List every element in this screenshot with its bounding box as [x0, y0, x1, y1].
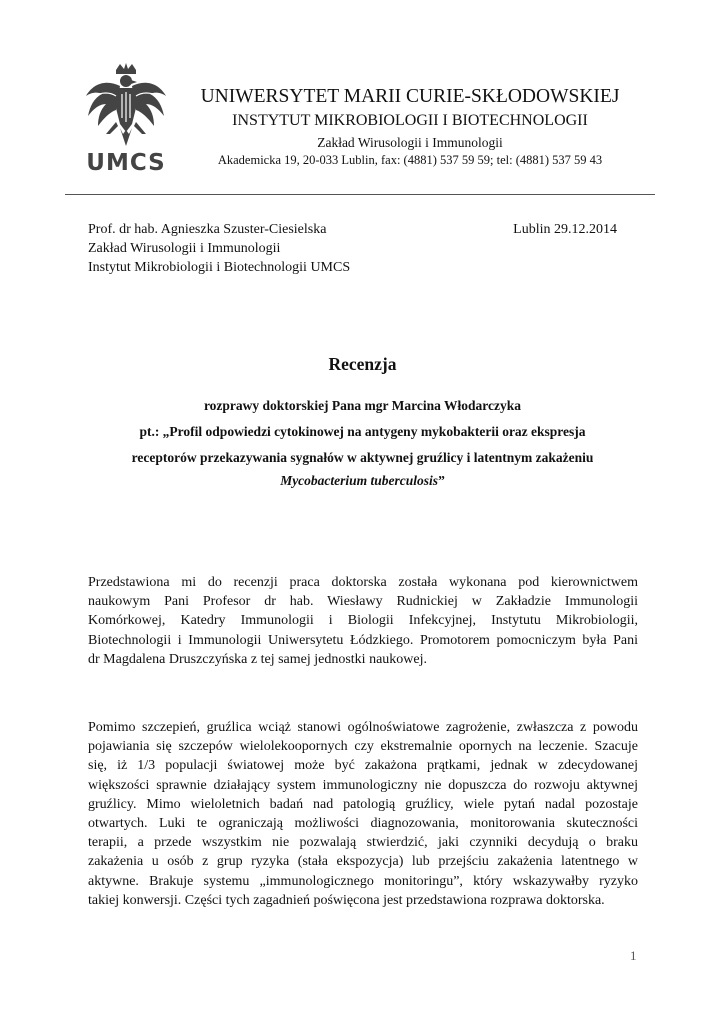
paragraph-line: gruźlicy. Mimo wieloletnich badań nad patologią gruźlicy, wiele pytań nadal pozostaje: [88, 796, 638, 812]
paragraph-line: Biotechnologii i Immunologii Uniwersytetu Łódzkiego. Promotorem pomocniczym była Pani: [88, 632, 638, 648]
paragraph-line: większości sprawnie działający system immunologiczny nie dopuszcza do rozwoju aktywnej: [88, 777, 638, 793]
subtitle-line: receptorów przekazywania sygnałów w aktywnej gruźlicy i latentnym zakażeniu: [131, 450, 594, 465]
logo-text: UMCS: [86, 150, 166, 176]
department-name: Zakład Wirusologii i Immunologii: [317, 135, 503, 150]
paragraph-line: Komórkowej, Katedry Immunologii i Biologii Infekcyjnej, Instytutu Mikrobiologii,: [88, 613, 638, 629]
page-number: 1: [630, 948, 637, 963]
sender-name: Prof. dr hab. Agnieszka Szuster-Ciesielska: [88, 222, 327, 237]
subtitle-line: pt.: „Profil odpowiedzi cytokinowej na antygeny mykobakterii oraz ekspresja: [139, 424, 586, 439]
university-name: UNIWERSYTET MARII CURIE-SKŁODOWSKIEJ: [200, 86, 620, 107]
paragraph-1: [88, 573, 638, 669]
paragraph-line: Przedstawiona mi do recenzji praca doktorska została wykonana pod kierownictwem: [88, 575, 638, 590]
paragraph-line: naukowym Pani Profesor dr hab. Wiesławy Rudnickiej w Zakładzie Immunologii: [88, 594, 638, 610]
sender-department: Zakład Wirusologii i Immunologii: [88, 241, 281, 256]
umcs-logo: [82, 62, 170, 180]
paragraph-line: pojawiania się szczepów wielolekoopornych czy ekstremalnie opornych na leczenie. Szacuje: [88, 739, 638, 755]
contact-address: Akademicka 19, 20-033 Lublin, fax: (4881) 537 59 59; tel: (4881) 537 59 43: [217, 153, 603, 167]
paragraph-2: [88, 718, 638, 910]
header-divider: [65, 194, 655, 195]
paragraph-line: terapii, a przede wszystkim nie pozwalają stwierdzić, jaki czynniki decydują o braku: [88, 835, 638, 851]
paragraph-line: takiej konwersji. Części tych zagadnień poświęcona jest przedstawiona rozprawa doktorska.: [88, 892, 605, 908]
document-title: Recenzja: [328, 354, 397, 374]
paragraph-line: zakażenia u osób z grup ryzyka (stała ekspozycja) lub przejściu zakażenia latentnego w: [88, 854, 638, 870]
paragraph-line: otwartych. Luki te ograniczają możliwości diagnozowania, monitorowania skuteczności: [88, 816, 638, 832]
latin-species-name: Mycobacterium tuberculosis: [280, 473, 439, 488]
subtitle-line-latin: [0, 473, 725, 489]
sender-block: [88, 220, 350, 277]
paragraph-line: aktywne. Brakuje systemu „immunologicznego monitoringu”, który wskazywałby ryzyko: [88, 873, 638, 889]
paragraph-line: Pomimo szczepień, gruźlica wciąż stanowi ogólnoświatowe zagrożenie, zwłaszcza z powodu: [88, 720, 638, 735]
institute-name: INSTYTUT MIKROBIOLOGII I BIOTECHNOLOGII: [232, 112, 588, 129]
subtitle-line: rozprawy doktorskiej Pana mgr Marcina Włodarczyka: [203, 398, 522, 413]
closing-quote: ”: [438, 473, 445, 488]
letter-date: Lublin 29.12.2014: [513, 222, 617, 237]
paragraph-line: się, iż 1/3 populacji światowej może być zakażona prątkami, jednak w zdecydowanej: [88, 758, 638, 774]
sender-institute: Instytut Mikrobiologii i Biotechnologii UMCS: [88, 260, 351, 275]
paragraph-line: dr Magdalena Druszczyńska z tej samej jednostki naukowej.: [88, 651, 428, 667]
